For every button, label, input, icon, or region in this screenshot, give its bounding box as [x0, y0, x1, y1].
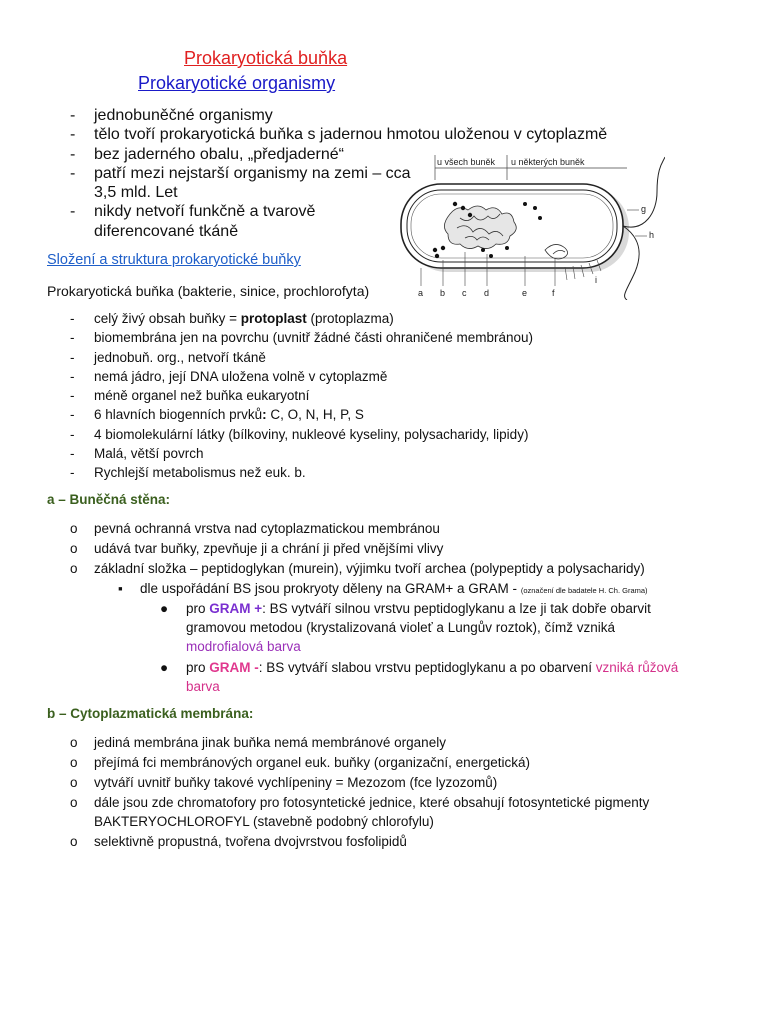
- diagram-letter-e: e: [522, 288, 528, 298]
- list-item: - jednobuň. org., netvoří tkáně: [70, 349, 266, 365]
- page-title: Prokaryotická buňka: [184, 48, 348, 68]
- prokaryote-heading: Prokaryotická buňka (bakterie, sinice, prochlorofyta): [47, 283, 370, 299]
- list-item: - nikdy netvoří funkčně a tvarově: [70, 203, 316, 221]
- diagram-letter-a: a: [418, 288, 424, 298]
- list-item: - tělo tvoří prokaryotická buňka s jadernou hmotou uloženou v cytoplazmě: [70, 126, 608, 144]
- list-item: o základní složka – peptidoglykan (murein), výjimku tvoří archea (polypeptidy a polysacharidy): [70, 561, 645, 576]
- list-item: - 4 biomolekulární látky (bílkoviny, nukleové kyseliny, polysacharidy, lipidy): [70, 426, 529, 442]
- label-all-cells: u všech buněk: [437, 157, 496, 167]
- list-item: - jednobuněčné organismy: [70, 107, 273, 124]
- list-item: o selektivně propustná, tvořena dvojvrstvou fosfolipidů: [70, 834, 407, 849]
- list-item: o jediná membrána jinak buňka nemá membránové organely: [70, 735, 446, 750]
- page-subtitle: Prokaryotické organismy: [138, 73, 336, 93]
- diagram-letter-b: b: [440, 288, 446, 298]
- diagram-letter-h: h: [649, 230, 655, 240]
- list-item: - Rychlejší metabolismus než euk. b.: [70, 465, 306, 481]
- prokaryote-cell-diagram: [395, 152, 665, 300]
- gram-positive-item: ● pro GRAM +: BS vytváří silnou vrstvu peptidoglykanu a lze ji tak dobře obarvit: [160, 601, 651, 616]
- list-item: - 6 hlavních biogenních prvků: C, O, N, H, P, S: [70, 407, 364, 423]
- list-item-continuation: diferencované tkáně: [94, 222, 239, 240]
- diagram-letter-f: f: [552, 288, 555, 298]
- diagram-letter-i: i: [595, 275, 597, 285]
- list-item: - nemá jádro, její DNA uložena volně v cytoplazmě: [70, 368, 388, 384]
- gram-positive-continuation: gramovou metodou (krystalizovaná violeť a Lungův roztok), čímž vzniká: [186, 620, 616, 635]
- list-item: o pevná ochranná vrstva nad cytoplazmatickou membránou: [70, 521, 440, 536]
- list-item: - Malá, větší povrch: [70, 446, 204, 462]
- list-item: - celý živý obsah buňky = protoplast (protoplazma): [70, 311, 394, 326]
- section-title-structure: Složení a struktura prokaryotické buňky: [47, 252, 301, 268]
- list-item-continuation: 3,5 mld. Let: [94, 184, 178, 202]
- list-item: o vytváří uvnitř buňky takové vychlípeniny = Mezozom (fce lyzozomů): [70, 775, 498, 790]
- label-some-cells: u některých buněk: [511, 157, 585, 167]
- section-a-title: a – Buněčná stěna:: [47, 492, 171, 507]
- list-item: o udává tvar buňky, zpevňuje ji a chrání ji před vnějšími vlivy: [70, 541, 444, 556]
- section-a-list: [70, 519, 754, 699]
- gram-positive-color: modrofialová barva: [186, 639, 301, 654]
- section-b-title: b – Cytoplazmatická membrána:: [47, 706, 254, 721]
- gram-negative-color: barva: [186, 679, 220, 694]
- section-b-list: [70, 733, 754, 853]
- list-item-continuation: BAKTERYOCHLOROFYL (stavebně podobný chlorofylu): [94, 814, 434, 829]
- diagram-letter-d: d: [484, 288, 490, 298]
- list-item: - méně organel než buňka eukaryotní: [70, 388, 310, 404]
- list-item: - bez jaderného obalu, „předjaderné“: [70, 145, 344, 163]
- list-item: - patří mezi nejstarší organismy na zemi – cca: [70, 164, 411, 182]
- features-list: [70, 309, 754, 483]
- cell-illustration: [395, 152, 665, 300]
- list-item: o přejímá fci membránových organel euk. buňky (organizační, energetická): [70, 755, 530, 770]
- diagram-letter-g: g: [641, 204, 647, 214]
- diagram-letter-c: c: [462, 288, 467, 298]
- list-item: o dále jsou zde chromatofory pro fotosyntetické jednice, které obsahují fotosyntetické pigmenty: [70, 795, 650, 810]
- gram-negative-item: ● pro GRAM -: BS vytváří slabou vrstvu peptidoglykanu a po obarvení vzniká růžová: [160, 660, 679, 675]
- sub-list-item: ▪ dle uspořádání BS jsou prokryoty děleny na GRAM+ a GRAM - (označení dle badatele H. Ch. Grama): [118, 581, 648, 596]
- list-item: - biomembrána jen na povrchu (uvnitř žádné části ohraničené membránou): [70, 330, 533, 346]
